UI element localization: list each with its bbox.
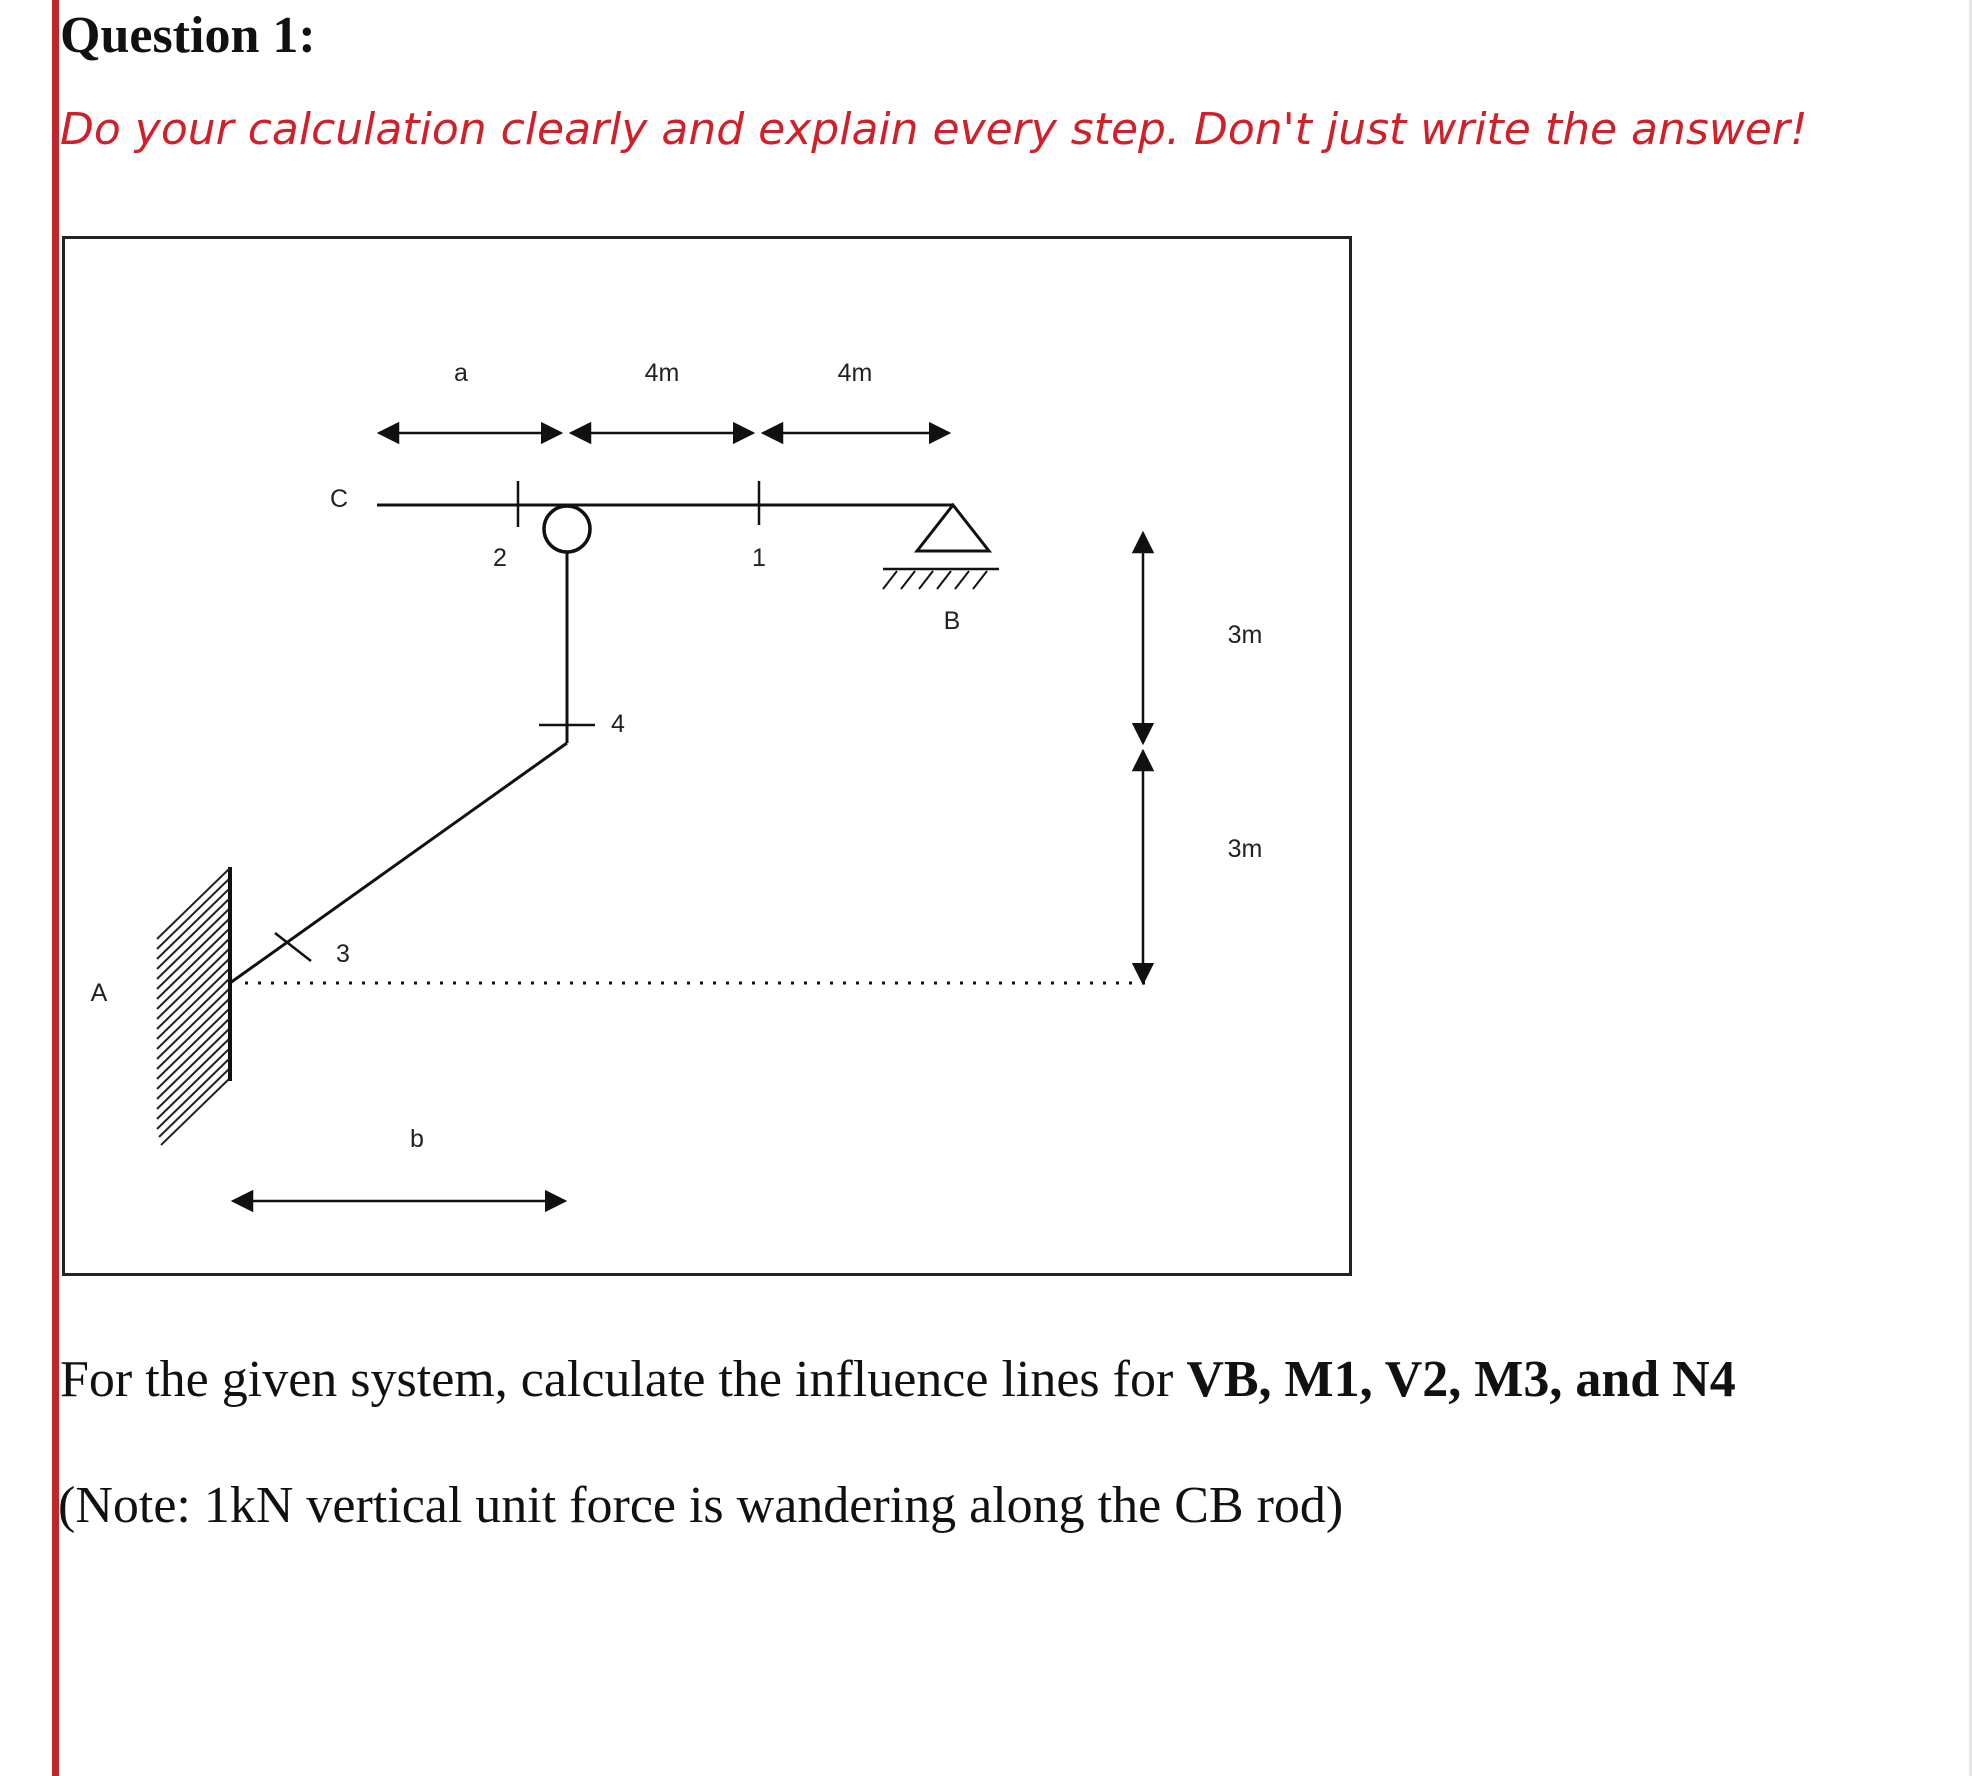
task-prefix: For the given system, calculate the influence lines for [60,1351,1187,1408]
dim-label-b: b [410,1125,424,1153]
question-title: Question 1: [60,7,316,64]
dim-label-4m-2: 4m [837,359,873,387]
point-label-c: C [329,485,349,513]
section-label-2: 2 [493,544,507,572]
task-statement [60,1350,1736,1409]
point-label-b: B [943,607,961,635]
dim-label-a: a [454,359,468,387]
pin-support-b [883,505,999,589]
inclined-member [230,743,567,983]
dim-label-3m-2: 3m [1227,835,1263,863]
task-note: (Note: 1kN vertical unit force is wandering along the CB rod) [58,1477,1344,1534]
hinge-circle [544,506,590,552]
section-label-4: 4 [611,710,625,738]
structure-diagram-frame [62,236,1352,1276]
section-label-1: 1 [752,544,766,572]
task-quantities: VB, M1, V2, M3, and N4 [1186,1351,1736,1408]
dim-label-3m-1: 3m [1227,621,1263,649]
dim-label-4m-1: 4m [644,359,680,387]
fixed-support-a [157,867,230,1145]
instruction-text: Do your calculation clearly and explain every step. Don't just write the answer! [60,104,1808,155]
point-label-a: A [90,979,108,1007]
section-label-3: 3 [336,940,350,968]
structure-diagram [65,239,1355,1279]
